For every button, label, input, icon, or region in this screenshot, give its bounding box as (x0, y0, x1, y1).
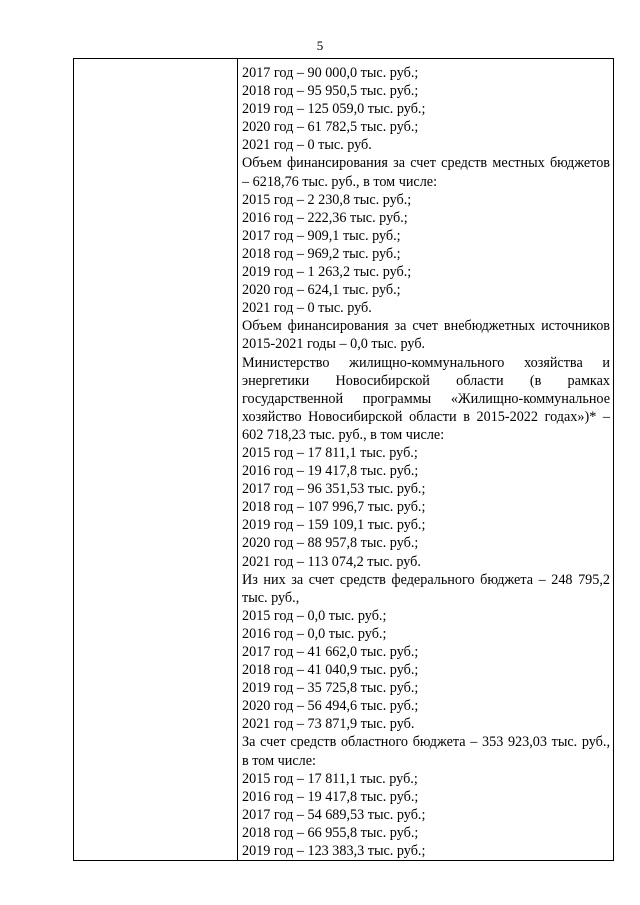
list-item: 2020 год – 61 782,5 тыс. руб.; (242, 119, 419, 136)
financing-text (238, 59, 613, 860)
list-item: 2021 год – 113 074,2 тыс. руб. (242, 553, 421, 570)
list-item: 2017 год – 54 689,53 тыс. руб.; (242, 806, 426, 823)
list-item: 2015 год – 17 811,1 тыс. руб.; (242, 444, 418, 461)
list-item: 2017 год – 90 000,0 тыс. руб.; (242, 65, 419, 81)
list-item: 2018 год – 95 950,5 тыс. руб.; (242, 83, 419, 100)
list-item: 2019 год – 35 725,8 тыс. руб.; (242, 680, 419, 697)
list-item: 2021 год – 73 871,9 тыс. руб. (242, 716, 415, 733)
list-item: 2018 год – 969,2 тыс. руб.; (242, 245, 401, 262)
list-item: 2019 год – 159 109,1 тыс. руб.; (242, 517, 426, 534)
list-item: 2017 год – 909,1 тыс. руб.; (242, 227, 401, 244)
list-item: 2018 год – 107 996,7 тыс. руб.; (242, 499, 426, 516)
list-item: 2021 год – 0 тыс. руб. (242, 137, 372, 154)
table-cell-left (74, 59, 238, 861)
local-budget-heading: Объем финансирования за счет средств местных бюджетов – 6218,76 тыс. руб., в том числе: (242, 155, 610, 190)
list-item: 2016 год – 19 417,8 тыс. руб.; (242, 788, 419, 805)
federal-heading: Из них за счет средств федерального бюджета – 248 795,2 тыс. руб., (242, 571, 610, 606)
list-item: 2015 год – 2 230,8 тыс. руб.; (242, 191, 412, 208)
list-item: 2016 год – 19 417,8 тыс. руб.; (242, 463, 419, 480)
list-item: 2020 год – 624,1 тыс. руб.; (242, 282, 401, 299)
page-number: 5 (316, 38, 324, 53)
list-item: 2019 год – 1 263,2 тыс. руб.; (242, 264, 412, 281)
regional-heading: За счет средств областного бюджета – 353 923,03 тыс. руб., в том числе: (242, 734, 610, 769)
table-row (74, 59, 614, 861)
list-item: 2020 год – 88 957,8 тыс. руб.; (242, 535, 419, 552)
list-item: 2015 год – 17 811,1 тыс. руб.; (242, 770, 418, 787)
list-item: 2018 год – 66 955,8 тыс. руб.; (242, 824, 419, 841)
list-item: 2015 год – 0,0 тыс. руб.; (242, 607, 387, 624)
ministry-heading: Министерство жилищно-коммунального хозяйства и энергетики Новосибирской области (в рамках государственной программы «Жилищно-коммунальное хозяйство Новосибирской области в 2015-2022 годах»)* – 602 718,23 тыс. руб., в том числе: (242, 354, 610, 443)
list-item: 2021 год – 0 тыс. руб. (242, 300, 372, 317)
table-cell-right (238, 59, 614, 861)
list-item: 2017 год – 96 351,53 тыс. руб.; (242, 481, 426, 498)
list-item: 2017 год – 41 662,0 тыс. руб.; (242, 644, 419, 660)
extrabudget-heading: Объем финансирования за счет внебюджетных источников 2015-2021 годы – 0,0 тыс. руб. (242, 318, 610, 353)
list-item: 2020 год – 56 494,6 тыс. руб.; (242, 698, 419, 715)
list-item: 2019 год – 125 059,0 тыс. руб.; (242, 101, 426, 118)
list-item: 2018 год – 41 040,9 тыс. руб.; (242, 662, 419, 679)
list-item: 2019 год – 123 383,3 тыс. руб.; (242, 843, 426, 860)
list-item: 2016 год – 222,36 тыс. руб.; (242, 209, 408, 226)
financing-table (73, 58, 614, 861)
list-item: 2016 год – 0,0 тыс. руб.; (242, 625, 387, 642)
